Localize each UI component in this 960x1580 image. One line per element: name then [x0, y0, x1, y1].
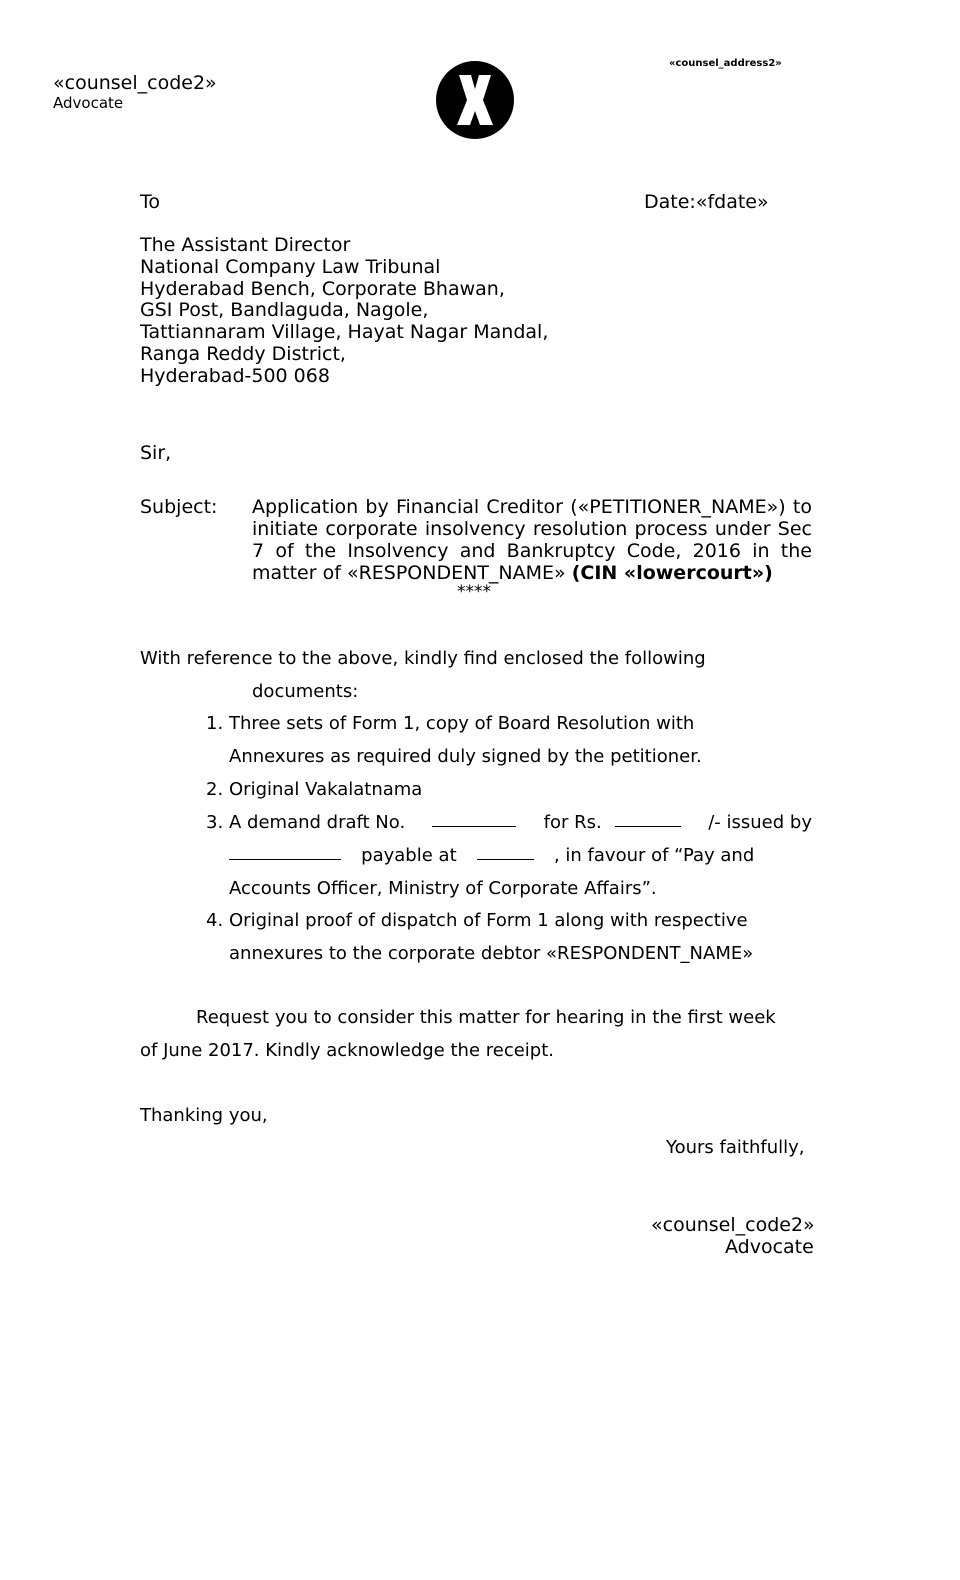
request-text: Request you to consider this matter for hearing in the first week [196, 1007, 776, 1028]
subject-label: Subject: [140, 496, 218, 518]
list-text [229, 845, 812, 878]
address-line: National Company Law Tribunal [140, 255, 441, 278]
draft-issued-label: /- issued by [708, 812, 812, 833]
address-line: Hyderabad Bench, Corporate Bhawan, [140, 277, 505, 300]
list-number: 4. [206, 910, 224, 931]
advocate-x-emblem-icon [436, 61, 514, 139]
salutation: Sir, [140, 442, 172, 464]
intro-text: With reference to the above, kindly find enclosed the following [140, 648, 706, 669]
list-number: 2. [206, 779, 224, 800]
payable-label: payable at [361, 845, 457, 866]
favour-text: , in favour of “Pay and [553, 845, 755, 866]
subject-text [252, 496, 812, 584]
subject-separator: **** [457, 582, 491, 602]
list-text: Accounts Officer, Ministry of Corporate Affairs”. [229, 878, 657, 899]
list-text: Annexures as required duly signed by the petitioner. [229, 746, 702, 767]
subject-line: 7 of the Insolvency and Bankruptcy Code, 2016 in the [252, 540, 812, 562]
subject-respondent: matter of «RESPONDENT_NAME» [252, 562, 566, 584]
list-number: 3. [206, 812, 224, 833]
counsel-role: Advocate [53, 94, 124, 112]
address-line: Ranga Reddy District, [140, 342, 346, 365]
to-label: To [140, 191, 161, 213]
address-line: The Assistant Director [140, 234, 351, 256]
counsel-address: «counsel_address2» [669, 58, 782, 69]
signature-counsel-role: Advocate [725, 1236, 814, 1258]
list-text: Original Vakalatnama [229, 779, 423, 800]
subject-line [252, 562, 812, 584]
address-line: GSI Post, Bandlaguda, Nagole, [140, 299, 429, 322]
counsel-header [53, 72, 217, 112]
subject-line: Application by Financial Creditor («PETITIONER_NAME») to [252, 496, 812, 518]
list-text: Original proof of dispatch of Form 1 along with respective [229, 910, 748, 931]
letter-date: Date:«fdate» [644, 191, 769, 213]
counsel-code: «counsel_code2» [53, 72, 217, 94]
list-text: annexures to the corporate debtor «RESPONDENT_NAME» [229, 943, 754, 964]
request-text-continued: of June 2017. Kindly acknowledge the receipt. [140, 1040, 554, 1061]
issuer-blank [229, 845, 341, 860]
draft-amount-blank [615, 812, 681, 827]
intro-text-continued: documents: [252, 681, 359, 702]
recipient-address [140, 235, 548, 388]
closing-thanks: Thanking you, [140, 1105, 268, 1126]
subject-cin: (CIN «lowercourt») [571, 562, 773, 584]
payable-place-blank [477, 845, 534, 860]
address-line: Hyderabad-500 068 [140, 364, 330, 387]
draft-number-blank [432, 812, 516, 827]
list-text: Three sets of Form 1, copy of Board Resolution with [229, 713, 695, 734]
address-line: Tattiannaram Village, Hayat Nagar Mandal, [140, 321, 549, 344]
draft-amount-label: for Rs. [543, 812, 602, 833]
closing-yours: Yours faithfully, [666, 1137, 805, 1158]
signature-counsel-code: «counsel_code2» [651, 1214, 815, 1236]
subject-line: initiate corporate insolvency resolution process under Sec [252, 518, 812, 540]
list-text [229, 812, 812, 845]
list-number: 1. [206, 713, 224, 734]
draft-text: A demand draft No. [229, 812, 406, 833]
